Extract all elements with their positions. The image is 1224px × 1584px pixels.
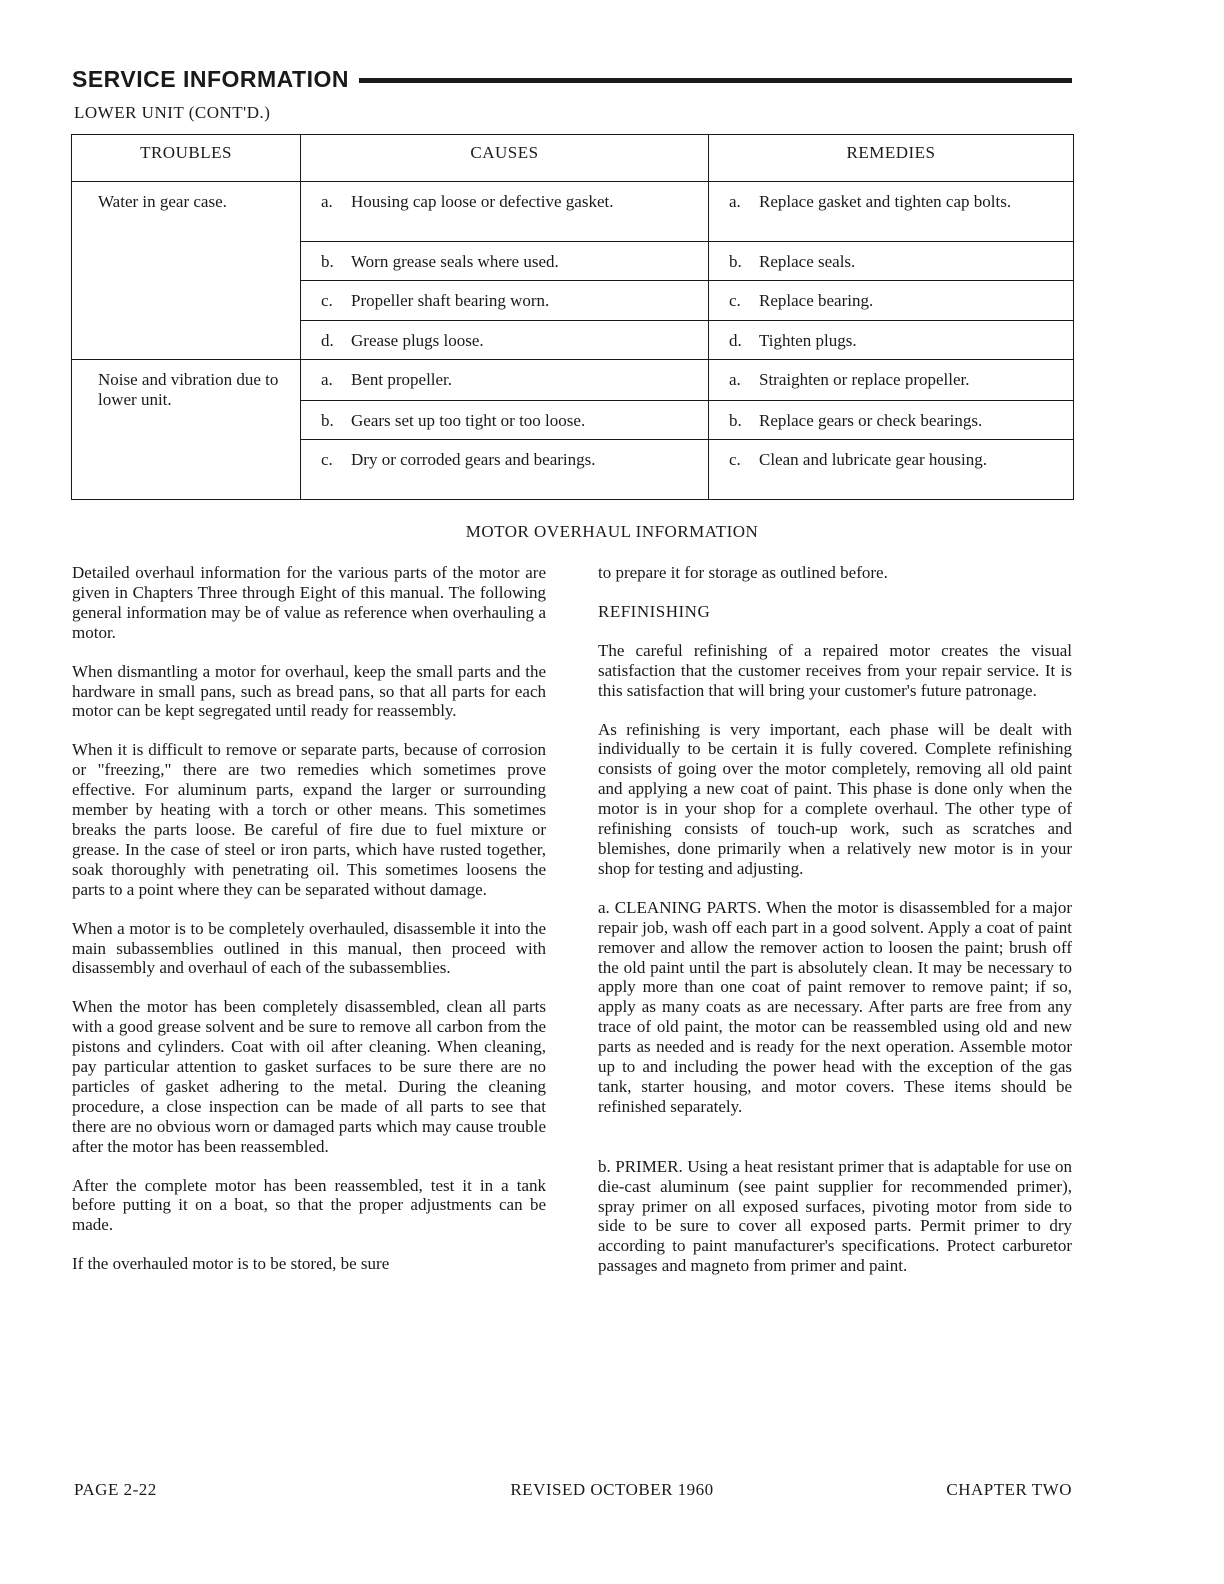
remedy-text: Replace bearing.	[759, 291, 874, 310]
remedy-cell	[709, 440, 1074, 500]
remedy-letter: a.	[729, 370, 741, 389]
remedy-letter: c.	[729, 450, 741, 469]
paragraph: After the complete motor has been reassembled, test it in a tank before putting it on a boat, so that the proper adjustments can be made.	[72, 1175, 546, 1235]
remedy-text: Straighten or replace propeller.	[759, 370, 970, 389]
page-title: SERVICE INFORMATION	[72, 65, 349, 92]
cause-cell	[301, 242, 709, 281]
cause-cell	[301, 360, 709, 401]
paragraph: If the overhauled motor is to be stored, be sure	[72, 1254, 390, 1274]
cause-letter: a.	[321, 370, 333, 389]
cause-cell	[301, 281, 709, 321]
cause-text: Housing cap loose or defective gasket.	[351, 192, 614, 211]
column-header-troubles: TROUBLES	[72, 135, 301, 182]
right-column	[598, 563, 1072, 1295]
cause-letter: c.	[321, 291, 333, 310]
left-column	[72, 563, 546, 1293]
refinishing-heading: REFINISHING	[598, 601, 711, 621]
cause-cell	[301, 182, 709, 242]
column-header-remedies: REMEDIES	[709, 135, 1074, 182]
paragraph-continuation: to prepare it for storage as outlined before.	[598, 563, 888, 582]
cause-letter: b.	[321, 252, 334, 271]
paragraph: As refinishing is very important, each phase will be dealt with individually to be certain it is fully covered. Complete refinishing consists of going over the motor completely, removing all old paint and applying a new coat of paint. This phase is done only when the motor is in your shop for a complete overhaul. The other type of refinishing consists of touch-up work, such as scratches and blemishes, done primarily when a relatively new motor is in your shop for testing and adjusting.	[598, 719, 1072, 878]
remedy-letter: a.	[729, 192, 741, 211]
cause-letter: b.	[321, 411, 334, 430]
table-row	[72, 360, 1074, 401]
remedy-text: Replace gasket and tighten cap bolts.	[759, 192, 1012, 211]
remedy-cell	[709, 321, 1074, 360]
paragraph: When dismantling a motor for overhaul, keep the small parts and the hardware in small pans, such as bread pans, so that all parts for each motor can be kept segregated until ready for reassembly.	[72, 661, 546, 721]
table-header-row	[72, 135, 1074, 182]
remedy-cell	[709, 401, 1074, 440]
paragraph: When it is difficult to remove or separate parts, because of corrosion or "freezing," there are two remedies which sometimes prove effective. For aluminum parts, expand the larger or surrounding member by heating with a torch or other means. This sometimes breaks the parts loose. Be careful of fire due to fuel mixture or grease. In the case of steel or iron parts, which have rusted together, soak thoroughly with penetrating oil. This sometimes loosens the parts to a point where they can be separated without damage.	[72, 740, 546, 899]
remedy-cell	[709, 360, 1074, 401]
cause-text: Worn grease seals where used.	[351, 252, 559, 271]
remedy-text: Replace gears or check bearings.	[759, 411, 983, 430]
remedy-letter: c.	[729, 291, 741, 310]
column-header-causes: CAUSES	[301, 135, 709, 182]
remedy-text: Replace seals.	[759, 252, 856, 271]
trouble-cell: Water in gear case.	[72, 182, 301, 360]
cause-cell	[301, 440, 709, 500]
section-heading: MOTOR OVERHAUL INFORMATION	[465, 522, 759, 541]
cause-cell	[301, 401, 709, 440]
revision-date: REVISED OCTOBER 1960	[510, 1480, 714, 1499]
paragraph: Detailed overhaul information for the various parts of the motor are given in Chapters Three through Eight of this manual. The following general information may be of value as reference when overhauling a motor.	[72, 563, 546, 642]
cause-letter: c.	[321, 450, 333, 469]
remedy-letter: b.	[729, 411, 742, 430]
cause-text: Grease plugs loose.	[351, 331, 484, 350]
paragraph: The careful refinishing of a repaired motor creates the visual satisfaction that the customer receives from your repair service. It is this satisfaction that will bring your customer's future patronage.	[598, 640, 1072, 700]
cause-letter: d.	[321, 331, 334, 350]
paragraph-primer: b. PRIMER. Using a heat resistant primer that is adaptable for use on die-cast aluminum (see paint supplier for recommended primer), spray primer on all exposed surfaces, pivoting motor from side to side to be sure to cover all exposed parts. Permit primer to dry according to paint manufacturer's specifications. Protect carburetor passages and magneto from primer and paint.	[598, 1156, 1072, 1276]
table-row	[72, 182, 1074, 242]
remedy-cell	[709, 242, 1074, 281]
remedy-text: Clean and lubricate gear housing.	[759, 450, 988, 469]
cause-text: Gears set up too tight or too loose.	[351, 411, 586, 430]
trouble-cell: Noise and vibration due to lower unit.	[72, 360, 301, 500]
paragraph: When a motor is to be completely overhauled, disassemble it into the main subassemblies outlined in this manual, then proceed with disassembly and overhaul of each of the subassemblies.	[72, 918, 546, 978]
chapter-label: CHAPTER TWO	[946, 1480, 1072, 1499]
remedy-text: Tighten plugs.	[759, 331, 857, 350]
remedy-cell	[709, 182, 1074, 242]
cause-cell	[301, 321, 709, 360]
remedy-letter: d.	[729, 331, 742, 350]
cause-letter: a.	[321, 192, 333, 211]
cause-text: Propeller shaft bearing worn.	[351, 291, 550, 310]
remedy-letter: b.	[729, 252, 742, 271]
cause-text: Bent propeller.	[351, 370, 453, 389]
page-subtitle: LOWER UNIT (CONT'D.)	[74, 103, 271, 122]
remedy-cell	[709, 281, 1074, 321]
page-header	[72, 62, 1072, 96]
paragraph: When the motor has been completely disassembled, clean all parts with a good grease solvent and be sure to remove all carbon from the pistons and cylinders. Coat with oil after cleaning. When cleaning, pay particular attention to gasket surfaces to be sure there are no particles of gasket adhering to the metal. During the cleaning procedure, a close inspection can be made of all parts to see that there are no obvious worn or damaged parts which may cause trouble after the motor has been reassembled.	[72, 997, 546, 1156]
page-number: PAGE 2-22	[74, 1480, 157, 1499]
header-rule	[359, 78, 1072, 83]
cause-text: Dry or corroded gears and bearings.	[351, 450, 596, 469]
troubleshooting-table	[71, 134, 1074, 500]
paragraph-cleaning-parts: a. CLEANING PARTS. When the motor is disassembled for a major repair job, wash off each part in a good solvent. Apply a coat of paint remover and allow the remover action to loosen the paint; brush off the old paint until the part is absolutely clean. It may be necessary to apply more than one coat of paint remover to remove paint; if so, apply as many coats as are necessary. After parts are free from any trace of old paint, the motor can be reassembled using old and new parts as needed and is ready for the next operation. Assemble motor up to and including the power head with the exception of the gas tank, starter housing, and motor covers. These items should be refinished separately.	[598, 897, 1072, 1116]
